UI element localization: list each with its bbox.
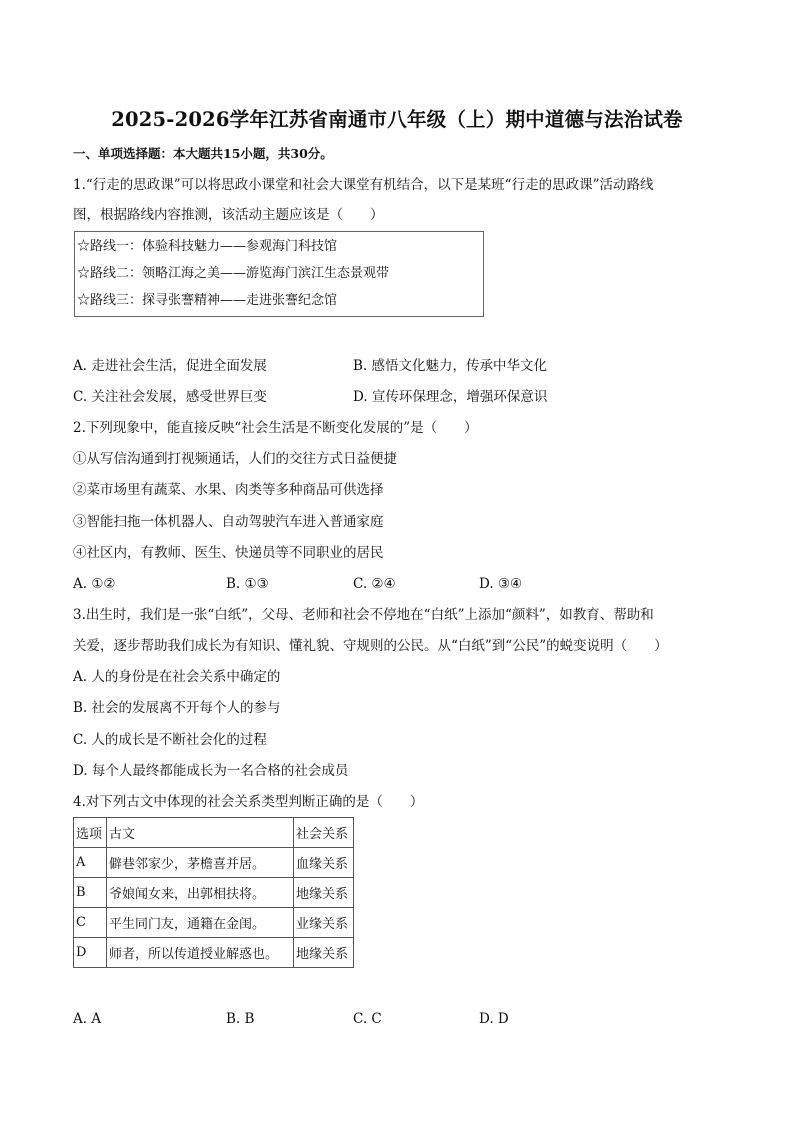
- exam-title: 2025-2026学年江苏省南通市八年级（上）期中道德与法治试卷: [111, 108, 683, 131]
- q4-option-d[interactable]: D. D: [479, 1011, 509, 1027]
- q2-option-c[interactable]: C. ②④: [353, 576, 396, 592]
- q1-option-c[interactable]: C. 关注社会发展，感受世界巨变: [73, 389, 267, 405]
- q3-option-c[interactable]: C. 人的成长是不断社会化的过程: [73, 732, 267, 748]
- table-cell: 血缘关系: [294, 848, 354, 878]
- q1-route-3: ☆路线三：探寻张謇精神——走进张謇纪念馆: [77, 293, 338, 308]
- q1-option-b[interactable]: B. 感悟文化魅力，传承中华文化: [353, 358, 548, 374]
- q2-item-4: ④社区内，有教师、医生、快递员等不同职业的居民: [73, 545, 384, 561]
- q1-stem-line1: 1.“行走的思政课”可以将思政小课堂和社会大课堂有机结合，以下是某班“行走的思政课”活动路线: [73, 177, 654, 193]
- q2-item-2: ②菜市场里有蔬菜、水果、肉类等多种商品可供选择: [73, 482, 384, 498]
- q3-option-b[interactable]: B. 社会的发展离不开每个人的参与: [73, 700, 281, 716]
- q2-option-a[interactable]: A. ①②: [73, 576, 116, 592]
- q2-option-d[interactable]: D. ③④: [479, 576, 523, 592]
- q1-option-d[interactable]: D. 宣传环保理念，增强环保意识: [353, 389, 548, 405]
- table-header-cell: 社会关系: [294, 818, 354, 848]
- q2-item-1: ①从写信沟通到打视频通话，人们的交往方式日益便捷: [73, 451, 397, 467]
- section-heading: 一、单项选择题：本大题共15小题，共30分。: [73, 146, 333, 161]
- table-cell: 师者，所以传道授业解惑也。: [107, 938, 294, 968]
- table-cell: A: [74, 848, 107, 878]
- table-row: [74, 878, 354, 908]
- table-header-row: [74, 818, 354, 848]
- q1-stem-line2: 图，根据路线内容推测，该活动主题应该是（ ）: [73, 207, 384, 223]
- table-cell: 平生同门友，通籍在金闺。: [107, 908, 294, 938]
- q3-option-d[interactable]: D. 每个人最终都能成长为一名合格的社会成员: [73, 763, 349, 779]
- q2-option-b[interactable]: B. ①③: [226, 576, 269, 592]
- q4-table: [73, 817, 354, 968]
- q4-option-a[interactable]: A. A: [73, 1011, 102, 1027]
- q1-route-box: [74, 231, 484, 317]
- table-cell: C: [74, 908, 107, 938]
- q1-option-a[interactable]: A. 走进社会生活，促进全面发展: [73, 358, 267, 374]
- q1-route-2: ☆路线二：领略江海之美——游览海门滨江生态景观带: [77, 266, 390, 281]
- q4-option-c[interactable]: C. C: [353, 1011, 382, 1027]
- table-cell: 僻巷邻家少，茅檐喜并居。: [107, 848, 294, 878]
- table-cell: 地缘关系: [294, 878, 354, 908]
- q3-stem-line2: 关爱，逐步帮助我们成长为有知识、懂礼貌、守规则的公民。从“白纸”到“公民”的蜕变说明（ ）: [73, 638, 668, 654]
- q2-stem: 2.下列现象中，能直接反映“社会生活是不断变化发展的”是（ ）: [73, 420, 478, 436]
- table-header-cell: 选项: [74, 818, 107, 848]
- q3-stem-line1: 3.出生时，我们是一张“白纸”，父母、老师和社会不停地在“白纸”上添加“颜料”，如教育、帮助和: [73, 607, 654, 623]
- q1-route-1: ☆路线一：体验科技魅力——参观海门科技馆: [77, 239, 338, 254]
- q2-item-3: ③智能扫拖一体机器人、自动驾驶汽车进入普通家庭: [73, 514, 384, 530]
- table-row: [74, 848, 354, 878]
- table-row: [74, 908, 354, 938]
- q3-option-a[interactable]: A. 人的身份是在社会关系中确定的: [73, 669, 281, 685]
- table-cell: B: [74, 878, 107, 908]
- table-cell: 地缘关系: [294, 938, 354, 968]
- q4-stem: 4.对下列古文中体现的社会关系类型判断正确的是（ ）: [73, 794, 424, 810]
- table-row: [74, 938, 354, 968]
- q4-option-b[interactable]: B. B: [226, 1011, 255, 1027]
- table-cell: D: [74, 938, 107, 968]
- table-cell: 业缘关系: [294, 908, 354, 938]
- table-cell: 爷娘闻女来，出郭相扶将。: [107, 878, 294, 908]
- table-header-cell: 古文: [107, 818, 294, 848]
